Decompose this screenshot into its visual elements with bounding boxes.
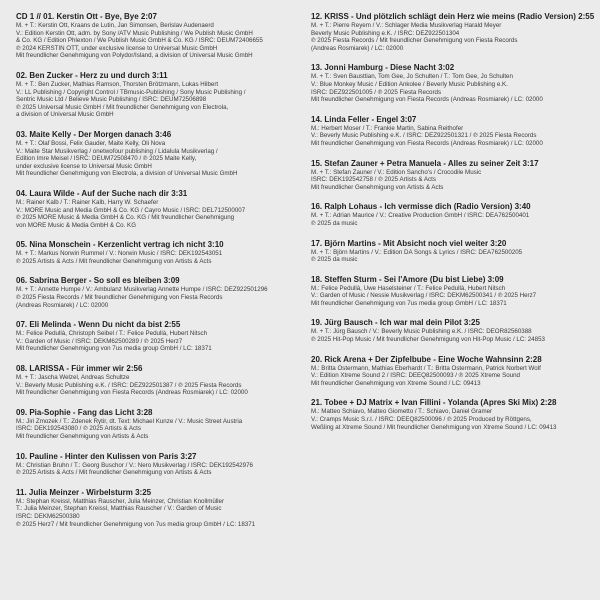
credit-line: T.: Julia Meinzer, Stephan Kreissl, Matthias Rauscher / V.: Garden of Music bbox=[16, 505, 222, 513]
track-title: 11. Julia Meinzer - Wirbelsturm 3:25 bbox=[16, 487, 152, 497]
credit-line: Beverly Music Publishing e.K. / ISRC: DEZ922501304 bbox=[311, 29, 460, 37]
credit-line: M. + T.: Annette Humpe / V.: Ambulanz Musikverlag Annette Humpe / ISRC: DEZ922501296 bbox=[16, 286, 268, 294]
track-entry bbox=[16, 488, 294, 528]
track-title: 15. Stefan Zauner + Petra Manuela - Alles zu seiner Zeit 3:17 bbox=[311, 158, 539, 168]
track-title: 14. Linda Feller - Engel 3:07 bbox=[311, 114, 417, 124]
credit-line: V.: Garden of Music / ISRC: DEKM62500289 / ℗ 2025 Herz7 bbox=[16, 337, 183, 345]
credit-line: M. + T.: Björn Martins / V.: Edition DA Songs & Lyrics / ISRC: DEA762500205 bbox=[311, 248, 523, 256]
credit-line: ℗ 2024 KERSTIN OTT, under exclusive license to Universal Music GmbH bbox=[16, 44, 218, 52]
credit-line: M. + T.: Adrian Maurice / V.: Creative Production GmbH / ISRC: DEA762500401 bbox=[311, 212, 530, 220]
credit-line: V.: Beverly Music Publishing e.K. / ISRC: DEZ922501321 / ℗ 2025 Fiesta Records bbox=[311, 132, 537, 140]
track-entry bbox=[311, 239, 589, 264]
track-entry bbox=[311, 318, 589, 343]
credit-line: V.: LL Publishing / Copyright Control / TBmusic-Publishing / Sony Music Publishing / bbox=[16, 88, 246, 96]
track-entry bbox=[311, 275, 589, 308]
credit-line: M.: Felice Pedullà, Christoph Seibel / T.: Felice Pedullà, Hubert Nitsch bbox=[16, 330, 208, 338]
credit-line: M. + T.: Kerstin Ott, Kraans de Lutin, Jan Simonsen, Berislav Audenaerd bbox=[16, 22, 214, 29]
credit-line: M. + T.: Jascha Welzel, Andreas Schultze bbox=[16, 374, 130, 382]
track-entry bbox=[16, 71, 294, 119]
track-entry bbox=[16, 276, 294, 309]
credit-line: M. + T.: Jürg Bausch / V.: Beverly Music Publishing e.K. / ISRC: DEOR82560388 bbox=[311, 328, 532, 336]
credit-line: (Andreas Rosmiarek) / LC: 02000 bbox=[311, 44, 404, 52]
credit-line: Mit freundlicher Genehmigung von Fiesta Records (Andreas Rosmiarek) / LC: 02000 bbox=[311, 139, 543, 147]
credit-line: M.: Stephan Kreissl, Matthias Rauscher, Julia Meinzer, Christian Knollmüller bbox=[16, 497, 225, 505]
credit-line: Mit freundlicher Genehmigung von Artists & Acts bbox=[311, 183, 444, 191]
credit-line: M. + T.: Sven Bausttian, Tom Gee, Jo Schulten / T.: Tom Gee, Jo Schulten bbox=[311, 73, 513, 81]
track-title: 19. Jürg Bausch - Ich war mal dein Pilot 3:25 bbox=[311, 318, 480, 328]
left-column bbox=[16, 12, 294, 539]
credit-line: V.: Blue Monkey Music / Edition Ankolee / Beverly Music Publishing e.K. bbox=[311, 80, 508, 88]
credit-line: ℗ 2025 Fiesta Records / Mit freundlicher Genehmigung von Fiesta Records bbox=[311, 37, 518, 45]
track-entry bbox=[16, 320, 294, 353]
credit-line: Mit freundlicher Genehmigung von Polydor/Island, a division of Universal Music GmbH bbox=[16, 52, 253, 60]
track-entry bbox=[311, 355, 589, 388]
credit-line: M.: Rainer Kalb / T.: Rainer Kalb, Harry W. Schaefer bbox=[16, 198, 159, 206]
track-entry bbox=[16, 408, 294, 441]
track-title: 17. Björn Martins - Mit Absicht noch viel weiter 3:20 bbox=[311, 238, 507, 248]
credit-line: M. + T.: Ben Zucker, Mathias Ramson, Thorsten Brötzmann, Lukas Hilbert bbox=[16, 80, 219, 88]
track-title: 04. Laura Wilde - Auf der Suche nach dir 3:31 bbox=[16, 188, 188, 198]
credit-line: M.: Matteo Schiavo, Matteo Giometto / T.: Schiavo, Daniel Gramer bbox=[311, 408, 493, 416]
credit-line: Mit freundlicher Genehmigung von Electrola, a division of Universal Music GmbH bbox=[16, 170, 238, 178]
credit-line: ISRC: DEKM62500380 bbox=[16, 512, 80, 520]
credit-line: M.: Christian Bruhn / T.: Georg Buschor / V.: Nero Musikverlag / ISRC: DEK192542976 bbox=[16, 461, 253, 469]
track-entry bbox=[311, 63, 589, 103]
right-column bbox=[311, 12, 595, 442]
credit-line: Mit freundlicher Genehmigung von Artists & Acts bbox=[16, 433, 149, 440]
track-title: 05. Nina Monschein - Kerzenlicht vertrag ich nicht 3:10 bbox=[16, 240, 224, 250]
track-entry bbox=[311, 159, 589, 192]
credit-line: Mit freundlicher Genehmigung von Xtreme Sound / LC: 09413 bbox=[311, 379, 481, 387]
track-title: CD 1 // 01. Kerstin Ott - Bye, Bye 2:07 bbox=[16, 12, 157, 21]
track-title: 10. Pauline - Hinter den Kulissen von Paris 3:27 bbox=[16, 451, 197, 461]
credit-line: Mit freundlicher Genehmigung von 7us media group GmbH / LC: 18371 bbox=[311, 299, 507, 307]
credit-line: M.: Felice Pedullà, Uwe Haselsteiner / T.: Felice Pedullà, Hubert Nitsch bbox=[311, 284, 506, 292]
credit-line: ISRC: DEK192542758 / ℗ 2025 Artists & Acts bbox=[311, 176, 436, 184]
credit-line: M. + T.: Pierre Reyem / V.: Schlager Media Musikverlag Harald Meyer bbox=[311, 22, 502, 29]
credit-line: M. + T.: Markus Norwin Rummel / V.: Norwin Music / ISRC: DEK192543051 bbox=[16, 250, 223, 258]
track-entry bbox=[16, 364, 294, 397]
track-title: 06. Sabrina Berger - So soll es bleiben 3:09 bbox=[16, 276, 180, 286]
credit-line: ℗ 2025 Artists & Acts / Mit freundlicher Genehmigung von Artists & Acts bbox=[16, 469, 212, 477]
track-entry bbox=[16, 452, 294, 477]
credit-line: V.: Edition Kerstin Ott, adm. by Sony /ATV Music Publishing / We Publish Music GmbH bbox=[16, 29, 253, 37]
credit-line: under exclusive license to Universal Music GmbH bbox=[16, 162, 152, 170]
credit-line: M. + T.: Olaf Bossi, Felix Gauder, Maite Kelly, Oli Nova bbox=[16, 139, 166, 147]
credit-line: ℗ 2025 MORE Music & Media GmbH & Co. KG / Mit freundlicher Genehmigung bbox=[16, 214, 235, 222]
track-entry bbox=[311, 202, 589, 227]
credit-line: V.: Beverly Music Publishing e.K. / ISRC: DEZ922501387 / ℗ 2025 Fiesta Records bbox=[16, 381, 242, 389]
track-title: 13. Jonni Hamburg - Diese Nacht 3:02 bbox=[311, 63, 455, 73]
credit-line: M. + T.: Stefan Zauner / V.: Edition Sancho's / Crocodile Music bbox=[311, 168, 482, 176]
credit-line: von MORE Music & Media GmbH & Co. KG bbox=[16, 221, 137, 229]
credit-line: ISRC: DEZ922501005 / ℗ 2025 Fiesta Records bbox=[311, 88, 442, 96]
credit-line: ℗ 2025 Hit-Pop Music / Mit freundlicher Genehmigung von Hit-Pop Music / LC: 24853 bbox=[311, 336, 545, 344]
track-entry bbox=[16, 12, 294, 60]
track-title: 09. Pia-Sophie - Fang das Licht 3:28 bbox=[16, 407, 153, 417]
credit-line: M.: Britta Ostermann, Mathias Eberhardt / T.: Britta Ostermann, Patrick Norbert Wolf bbox=[311, 364, 541, 372]
track-title: 12. KRISS - Und plötzlich schlägt dein Herz wie meins (Radio Version) 2:55 bbox=[311, 12, 595, 21]
track-title: 18. Steffen Sturm - Sei l'Amore (Du bist Liebe) 3:09 bbox=[311, 274, 504, 284]
track-title: 02. Ben Zucker - Herz zu und durch 3:11 bbox=[16, 70, 168, 80]
credit-line: a division of Universal Music GmbH bbox=[16, 111, 114, 119]
credit-line: & Co. KG / Edition Phlexton / We Publish Music GmbH & Co. KG / ISRC: DEUM72406655 bbox=[16, 37, 263, 45]
credit-line: ℗ 2025 Herz7 / Mit freundlicher Genehmigung von 7us media group GmbH / LC: 18371 bbox=[16, 520, 256, 528]
track-entry bbox=[16, 240, 294, 265]
credit-line: ℗ 2025 Artists & Acts / Mit freundlicher Genehmigung von Artists & Acts bbox=[16, 257, 212, 265]
credit-line: V.: Edition Xtreme Sound 2 / ISRC: DEEQ82500093 / ℗ 2025 Xtreme Sound bbox=[311, 372, 520, 380]
credit-line: M.: Jiri Zmozek / T.: Zdenek Rytir, dt. Text: Michael Kunze / V.: Music Street Austria bbox=[16, 417, 243, 425]
credit-line: Mit freundlicher Genehmigung von Fiesta Records (Andreas Rosmiarek) / LC: 02000 bbox=[311, 96, 543, 104]
credit-line: ISRC: DEK192543080 / ℗ 2025 Artists & Acts bbox=[16, 425, 141, 433]
credit-line: M.: Herbert Moser / T.: Frankie Martin, Sabina Reithofer bbox=[311, 124, 464, 132]
track-entry bbox=[311, 12, 595, 52]
credit-line: Weßling at Xtreme Sound / Mit freundlicher Genehmigung von Xtreme Sound / LC: 09413 bbox=[311, 423, 557, 431]
track-entry bbox=[311, 398, 589, 431]
credit-line: V.: MORE Music and Media GmbH & Co. KG / Cayro Music / ISRC: DEL712500007 bbox=[16, 206, 246, 214]
credit-line: V.: Cramps Music S.r.l. / ISRC: DEEQ82500096 / ℗ 2025 Produced by Röttgens, bbox=[311, 416, 532, 424]
track-title: 07. Eli Melinda - Wenn Du nicht da bist 2:55 bbox=[16, 320, 181, 330]
track-title: 08. LARISSA - Für immer wir 2:56 bbox=[16, 364, 143, 374]
track-title: 16. Ralph Lohaus - Ich vermisse dich (Radio Version) 3:40 bbox=[311, 202, 531, 212]
track-entry bbox=[311, 115, 589, 148]
track-title: 21. Tobee + DJ Matrix + Ivan Fillini - Yolanda (Apres Ski Mix) 2:28 bbox=[311, 398, 557, 408]
track-entry bbox=[16, 130, 294, 178]
track-title: 20. Rick Arena + Der Zipfelbube - Eine Woche Wahnsinn 2:28 bbox=[311, 354, 542, 364]
track-entry bbox=[16, 189, 294, 229]
credit-line: Edition Imre Meisel / ISRC: DEUM72508470 / ℗ 2025 Maite Kelly, bbox=[16, 155, 197, 163]
credit-line: (Andreas Rosmiarek) / LC: 02000 bbox=[16, 301, 109, 309]
credit-line: ℗ 2025 da music bbox=[311, 256, 358, 264]
credit-line: ℗ 2025 Universal Music GmbH / Mit freundlicher Genehmigung von Electrola, bbox=[16, 103, 229, 111]
credit-line: V.: Garden of Music / Nessie Musikverlag / ISRC: DEKM62500341 / ℗ 2025 Herz7 bbox=[311, 292, 537, 300]
credit-line: ℗ 2025 da music bbox=[311, 219, 358, 227]
credit-line: V.: Maite Star Musikverlag / onetwofour publishing / Lidalula Musikverlag / bbox=[16, 147, 218, 155]
credit-line: Sentric Music Ltd / Believe Music Publishing / ISRC: DEUM72506898 bbox=[16, 96, 207, 104]
credit-line: ℗ 2025 Fiesta Records / Mit freundlicher Genehmigung von Fiesta Records bbox=[16, 294, 223, 302]
credit-line: Mit freundlicher Genehmigung von Fiesta Records (Andreas Rosmiarek) / LC: 02000 bbox=[16, 389, 248, 397]
credit-line: Mit freundlicher Genehmigung von 7us media group GmbH / LC: 18371 bbox=[16, 345, 212, 353]
track-title: 03. Maite Kelly - Der Morgen danach 3:46 bbox=[16, 129, 172, 139]
